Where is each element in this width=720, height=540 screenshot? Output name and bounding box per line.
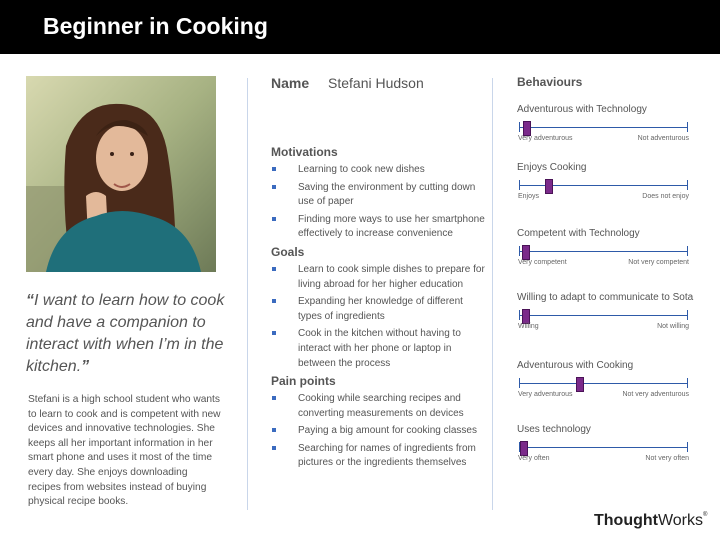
pain-points-heading: Pain points bbox=[271, 374, 336, 388]
behaviour-label: Competent with Technology bbox=[517, 228, 640, 239]
list-item: Searching for names of ingredients from pictures or the ingredients themselves bbox=[271, 442, 486, 471]
list-item: Saving the environment by cutting down use of paper bbox=[271, 181, 486, 210]
bullet-icon bbox=[272, 217, 276, 221]
behaviour-label: Willing to adapt to communicate to Sota bbox=[517, 292, 694, 303]
persona-portrait-image bbox=[26, 76, 216, 272]
scale-left-cap bbox=[519, 122, 520, 132]
list-item: Learn to cook simple dishes to prepare for living abroad for her higher education bbox=[271, 263, 486, 292]
list-item: Expanding her knowledge of different types of ingredients bbox=[271, 295, 486, 324]
behaviour-label: Enjoys Cooking bbox=[517, 162, 587, 173]
pain-points-list bbox=[271, 392, 486, 474]
scale-left-label: Very often bbox=[518, 455, 550, 462]
scale-track bbox=[519, 315, 688, 316]
scale-right-label: Not willing bbox=[657, 323, 689, 330]
bullet-icon bbox=[272, 446, 276, 450]
bullet-icon bbox=[272, 396, 276, 400]
persona-bio: Stefani is a high school student who wants to learn to cook and is competent with new devices and innovative technologies. She keeps all her important information in her smart phone and uses it most of the time every day. She enjoys downloading recipes from websites instead of buying physical recipe books. bbox=[28, 394, 221, 508]
page-title: Beginner in Cooking bbox=[43, 13, 268, 39]
name-label: Name bbox=[271, 75, 310, 91]
scale-track bbox=[519, 127, 688, 128]
scale-marker bbox=[522, 245, 530, 260]
thoughtworks-logo: ThoughtWorks® bbox=[594, 512, 708, 529]
title-bar bbox=[0, 0, 720, 54]
scale-left-label: Willing bbox=[518, 323, 539, 330]
scale-track bbox=[519, 251, 688, 252]
persona-name: Stefani Hudson bbox=[328, 75, 424, 91]
behaviours-heading: Behaviours bbox=[517, 75, 583, 89]
scale-left-label: Enjoys bbox=[518, 193, 540, 200]
bullet-icon bbox=[272, 331, 276, 335]
scale-marker bbox=[523, 121, 531, 136]
behaviour-label: Uses technology bbox=[517, 424, 591, 435]
scale-marker bbox=[520, 441, 528, 456]
scale-left-label: Very adventurous bbox=[518, 135, 573, 142]
scale-right-label: Not very adventurous bbox=[622, 391, 689, 398]
scale-track bbox=[519, 185, 688, 186]
scale-right-cap bbox=[687, 310, 688, 320]
goals-heading: Goals bbox=[271, 245, 305, 259]
scale-right-cap bbox=[687, 122, 688, 132]
scale-right-label: Not adventurous bbox=[637, 135, 689, 142]
scale-left-cap bbox=[519, 180, 520, 190]
scale-left-cap bbox=[519, 310, 520, 320]
motivations-list bbox=[271, 163, 486, 245]
scale-left-label: Very adventurous bbox=[518, 391, 573, 398]
scale-right-label: Not very competent bbox=[628, 259, 689, 266]
list-item: Cook in the kitchen without having to interact with her phone or laptop in between the process bbox=[271, 327, 486, 371]
scale-right-cap bbox=[687, 180, 688, 190]
list-item: Learning to cook new dishes bbox=[271, 163, 486, 178]
scale-track bbox=[519, 383, 688, 384]
scale-left-cap bbox=[519, 378, 520, 388]
list-item: Finding more ways to use her smartphone effectively to increase convenience bbox=[271, 213, 486, 242]
quote-open-mark: “ bbox=[26, 292, 34, 309]
behaviour-label: Adventurous with Technology bbox=[517, 104, 647, 115]
bullet-icon bbox=[272, 299, 276, 303]
scale-left-label: Very competent bbox=[518, 259, 567, 266]
quote-close-mark: ” bbox=[81, 358, 90, 375]
list-item: Cooking while searching recipes and converting measurements on devices bbox=[271, 392, 486, 421]
motivations-heading: Motivations bbox=[271, 145, 338, 159]
scale-right-cap bbox=[687, 246, 688, 256]
persona-photo bbox=[26, 76, 216, 272]
scale-track bbox=[519, 447, 688, 448]
bullet-icon bbox=[272, 267, 276, 271]
list-item: Paying a big amount for cooking classes bbox=[271, 424, 486, 439]
column-divider-left bbox=[247, 78, 248, 510]
behaviour-label: Adventurous with Cooking bbox=[517, 360, 634, 371]
bullet-icon bbox=[272, 428, 276, 432]
scale-marker bbox=[522, 309, 530, 324]
bullet-icon bbox=[272, 167, 276, 171]
name-row bbox=[271, 75, 424, 91]
scale-right-cap bbox=[687, 442, 688, 452]
goals-list bbox=[271, 263, 486, 374]
scale-right-cap bbox=[687, 378, 688, 388]
scale-marker bbox=[545, 179, 553, 194]
persona-quote bbox=[26, 290, 231, 378]
bullet-icon bbox=[272, 185, 276, 189]
scale-right-label: Does not enjoy bbox=[642, 193, 689, 200]
scale-marker bbox=[576, 377, 584, 392]
scale-right-label: Not very often bbox=[645, 455, 689, 462]
column-divider-right bbox=[492, 78, 493, 510]
scale-left-cap bbox=[519, 246, 520, 256]
quote-text: I want to learn how to cook and have a companion to interact with when I’m in the kitchen. bbox=[26, 292, 225, 375]
